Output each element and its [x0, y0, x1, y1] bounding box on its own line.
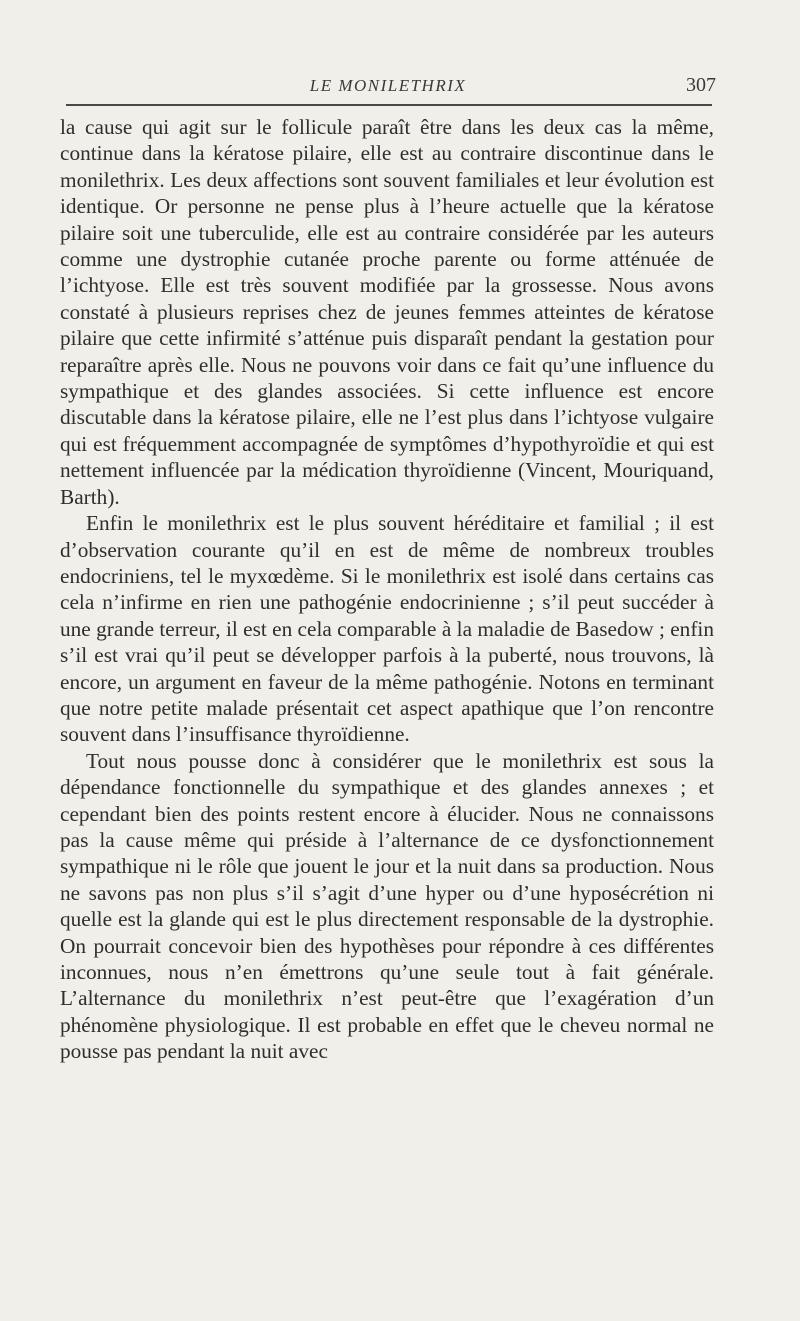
page-number: 307	[686, 74, 716, 96]
body-text	[60, 114, 714, 1065]
header-rule	[66, 104, 712, 106]
running-title: LE MONILETHRIX	[309, 76, 467, 95]
paragraph: Enfin le monilethrix est le plus souvent héréditaire et familial ; il est d’observation courante qu’il en est de même de nombreux troubles endocriniens, tel le myxœdème. Si le monilethrix est isolé dans certains cas cela n’infirme en rien une pathogénie endocrinienne ; s’il peut succéder à une grande terreur, il est en cela comparable à la maladie de Basedow ; enfin s’il est vrai qu’il peut se développer parfois à la puberté, nous trouvons, là encore, un argument en faveur de la même pathogénie. Notons en terminant que notre petite malade présentait cet aspect apathique que l’on rencontre souvent dans l’insuffisance thyroïdienne.	[60, 511, 714, 747]
paragraph: la cause qui agit sur le follicule paraît être dans les deux cas la même, continue dans la kératose pilaire, elle est au contraire discontinue dans le monilethrix. Les deux affections sont souvent familiales et leur évolution est identique. Or personne ne pense plus à l’heure actuelle que la kératose pilaire soit une tuberculide, elle est au contraire considérée par les auteurs comme une dystrophie cutanée proche parente ou forme atténuée de l’ichtyose. Elle est très souvent modifiée par la grossesse. Nous avons constaté à plusieurs reprises chez de jeunes femmes atteintes de kératose pilaire que cette infirmité s’atténue puis disparaît pendant la gestation pour reparaître après elle. Nous ne pouvons voir dans ce fait qu’une influence du sympathique et des glandes associées. Si cette influence est encore discutable dans la kératose pilaire, elle ne l’est plus dans l’ichtyose vulgaire qui est fréquemment accompagnée de symptômes d’hypothyroïdie et qui est nettement influencée par la médication thyroïdienne (Vincent, Mouriquand, Barth).	[60, 115, 714, 509]
paragraph: Tout nous pousse donc à considérer que le monilethrix est sous la dépendance fonctionnelle du sympathique et des glandes annexes ; et cependant bien des points restent encore à élucider. Nous ne connaissons pas la cause même qui préside à l’alternance de ce dysfonctionnement sympathique ni le rôle que jouent le jour et la nuit dans sa production. Nous ne savons pas non plus s’il s’agit d’une hyper ou d’une hyposécrétion ni quelle est la glande qui est le plus directement responsable de la dystrophie. On pourrait concevoir bien des hypothèses pour répondre à ces différentes inconnues, nous n’en émettrons qu’une seule tout à fait générale. L’alternance du monilethrix n’est peut-être que l’exagération d’un phénomène physiologique. Il est probable en effet que le cheveu normal ne pousse pas pendant la nuit avec	[60, 748, 714, 1064]
running-head	[60, 72, 716, 102]
